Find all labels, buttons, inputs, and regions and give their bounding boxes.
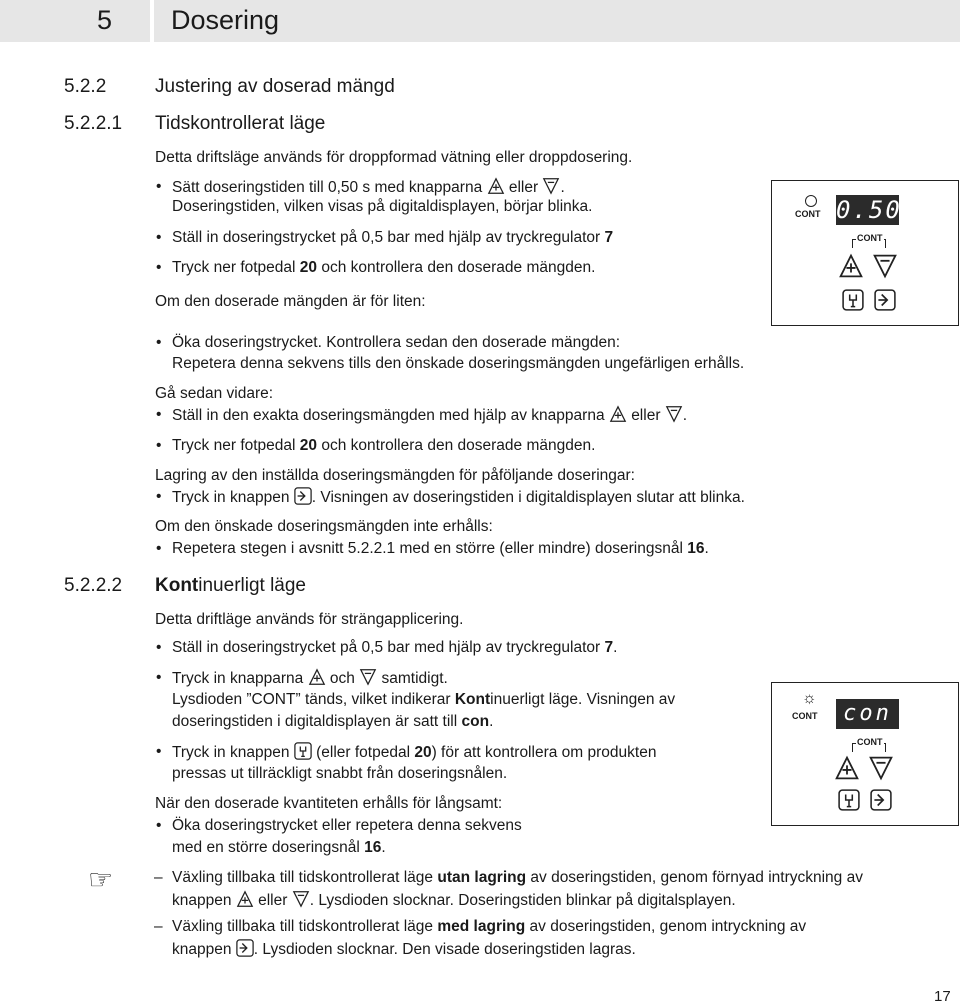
paragraph: Detta driftsläge används för droppformad vätning eller droppdosering.	[155, 149, 633, 166]
minus-button-icon	[542, 177, 560, 195]
enter-button-icon	[236, 939, 254, 957]
minus-button-icon	[872, 253, 898, 279]
list-item-continuation: med en större doseringsnål 16.	[172, 839, 386, 856]
pointing-hand-icon: ☞	[88, 864, 114, 895]
list-item: • Repetera stegen i avsnitt 5.2.2.1 med en större (eller mindre) doseringsnål 16.	[172, 539, 709, 559]
paragraph: Om den önskade doseringsmängden inte erhålls:	[155, 518, 493, 535]
note-item: – Växling tillbaka till tidskontrollerat läge utan lagring av doseringstiden, genom förnyad intryckning av	[172, 868, 863, 888]
cont-led	[805, 195, 817, 207]
subsection-number: 5.2.2.1	[64, 113, 123, 134]
paragraph: När den doserade kvantiteten erhålls för långsamt:	[155, 795, 503, 812]
control-panel-figure	[771, 180, 959, 326]
chapter-title-box	[154, 0, 960, 42]
subsection-title: Kontinuerligt läge	[155, 575, 307, 596]
purge-button-icon	[294, 742, 312, 760]
list-item: • Sätt doseringstiden till 0,50 s med knapparna eller .	[172, 177, 565, 198]
list-item: • Ställ in doseringstrycket på 0,5 bar med hjälp av tryckregulator 7	[172, 228, 613, 248]
enter-button-icon	[870, 789, 892, 811]
list-item: • Tryck in knappen . Visningen av doseringstiden i digitaldisplayen slutar att blinka.	[172, 487, 745, 508]
section-title: Justering av doserad mängd	[155, 76, 395, 97]
page-number: 17	[934, 988, 951, 1005]
subsection-title: Tidskontrollerat läge	[155, 113, 326, 134]
plus-button-icon	[838, 253, 864, 279]
list-item: • Tryck ner fotpedal 20 och kontrollera den doserade mängden.	[172, 436, 595, 456]
cont-bracket-label: CONT	[857, 737, 883, 747]
note-item: – Växling tillbaka till tidskontrollerat läge med lagring av doseringstiden, genom intryckning av	[172, 917, 806, 937]
paragraph: Om den doserade mängden är för liten:	[155, 293, 426, 310]
chapter-title: Dosering	[171, 5, 280, 35]
note-item-continuation: knappen . Lysdioden slocknar. Den visade doseringstiden lagras.	[172, 941, 636, 958]
list-item-continuation: doseringstiden i digitaldisplayen är satt till con.	[172, 713, 494, 730]
list-item-continuation: pressas ut tillräckligt snabbt från doseringsnålen.	[172, 765, 508, 782]
list-item-continuation: Repetera denna sekvens tills den önskade doseringsmängden ungefärligen erhålls.	[172, 355, 745, 372]
paragraph: Lagring av den inställda doseringsmängden för påföljande doseringar:	[155, 467, 635, 484]
minus-button-icon	[292, 890, 310, 908]
digital-display: con	[836, 699, 899, 729]
list-item-continuation: Lysdioden ”CONT” tänds, vilket indikerar Kontinuerligt läge. Visningen av	[172, 691, 676, 708]
minus-button-icon	[359, 668, 377, 686]
list-item-continuation: Doseringstiden, vilken visas på digitaldisplayen, börjar blinka.	[172, 198, 593, 215]
minus-button-icon	[665, 405, 683, 423]
note-item-continuation: knappen eller . Lysdioden slocknar. Doseringstiden blinkar på digitalsplayen.	[172, 892, 736, 909]
plus-button-icon	[834, 755, 860, 781]
cont-led-label: CONT	[792, 711, 818, 721]
cont-bracket-label: CONT	[857, 233, 883, 243]
plus-button-icon	[487, 177, 505, 195]
purge-button-icon	[838, 789, 860, 811]
chapter-number: 5	[97, 5, 113, 35]
enter-button-icon	[294, 487, 312, 505]
control-panel-figure	[771, 682, 959, 826]
chapter-number-box	[0, 0, 150, 42]
enter-button-icon	[874, 289, 896, 311]
list-item: • Ställ in doseringstrycket på 0,5 bar med hjälp av tryckregulator 7.	[172, 638, 617, 658]
list-item: • Öka doseringstrycket eller repetera denna sekvens	[172, 816, 522, 836]
list-item: • Öka doseringstrycket. Kontrollera sedan den doserade mängden:	[172, 333, 620, 353]
list-item: • Tryck in knapparna och samtidigt.	[172, 668, 448, 689]
list-item: • Ställ in den exakta doseringsmängden med hjälp av knapparna eller .	[172, 405, 687, 426]
cont-led-lit-icon: ☼	[802, 690, 817, 707]
plus-button-icon	[308, 668, 326, 686]
plus-button-icon	[609, 405, 627, 423]
paragraph: Gå sedan vidare:	[155, 385, 274, 402]
paragraph: Detta driftläge används för strängapplicering.	[155, 611, 464, 628]
plus-button-icon	[236, 890, 254, 908]
cont-led-label: CONT	[795, 209, 821, 219]
list-item: • Tryck ner fotpedal 20 och kontrollera den doserade mängden.	[172, 258, 595, 278]
purge-button-icon	[842, 289, 864, 311]
digital-display: 0.50	[836, 196, 902, 224]
minus-button-icon	[868, 755, 894, 781]
section-number: 5.2.2	[64, 76, 107, 97]
subsection-number: 5.2.2.2	[64, 575, 123, 596]
list-item: • Tryck in knappen (eller fotpedal 20) för att kontrollera om produkten	[172, 742, 656, 763]
